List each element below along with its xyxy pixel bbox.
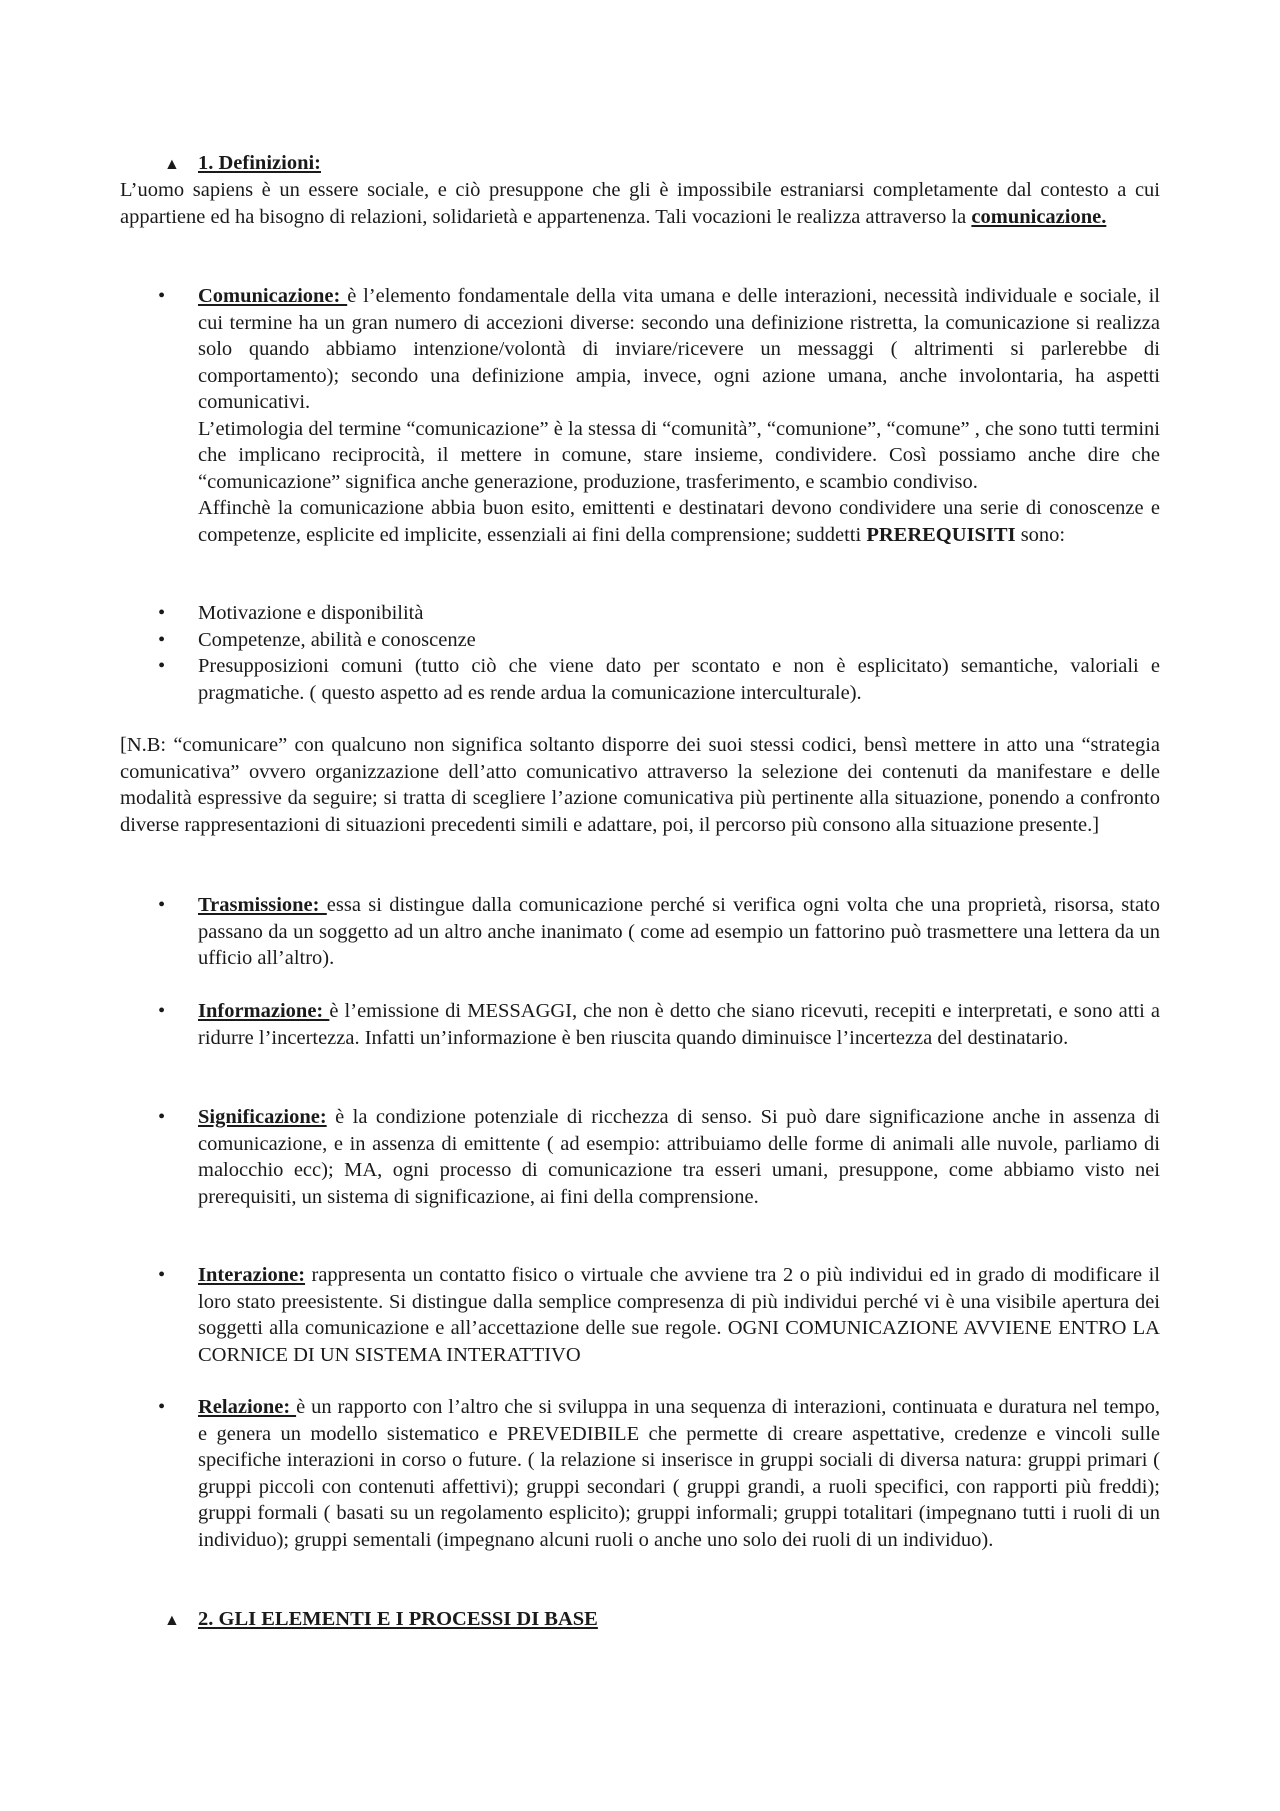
term-significazione: Significazione: [198,1106,327,1128]
section-heading-1 [164,150,321,179]
term-interazione: Interazione: [198,1264,306,1286]
bullet-icon: • [158,1000,166,1022]
section-heading-1-text: 1. Definizioni: [198,152,321,174]
comunicazione-p3-end: sono: [1015,523,1066,546]
definition-interazione [120,1262,1160,1368]
bullet-icon: • [158,628,166,651]
significazione-text: è la condizione potenziale di ricchezza di senso. Si può dare significazione anche in assenza di comunicazione, e in assenza di emittente ( ad esempio: attribuiamo delle forme di animali alle nuvole, parliamo di malocchio ecc); MA, ogni processo di comunicazione tra esseri umani, presuppone, come abbiamo visto nei prerequisiti, un sistema di significazione, ai fini della comprensione. [198,1106,1160,1208]
prereq-text-3: Presupposizioni comuni (tutto ciò che viene dato per scontato e non è esplicitato) semantiche, valoriali e pragmatiche. ( questo aspetto ad es rende ardua la comunicazione interculturale). [198,655,1160,704]
prereq-text-1: Motivazione e disponibilità [198,602,424,624]
prereq-item-3 [120,653,1160,706]
bullet-icon: • [158,285,166,307]
bullet-icon: • [158,1106,166,1128]
intro-text: L’uomo sapiens è un essere sociale, e ciò presuppone che gli è impossibile estraniarsi completamente dal contesto a cui appartiene ed ha bisogno di relazioni, solidarietà e appartenenza. Tali vocazioni le realizza attraverso la [120,179,1160,228]
interazione-text: rappresenta un contatto fisico o virtuale che avviene tra 2 o più individui ed in grado di modificare il loro stato preesistente. Si distingue dalla semplice compresenza di più individui perché vi è una visibile apertura dei soggetti alla comunicazione e all’accettazione delle sue regole. OGNI COMUNICAZIONE AVVIENE ENTRO LA CORNICE DI UN SISTEMA INTERATTIVO [198,1264,1160,1366]
prereq-text-2: Competenze, abilità e conoscenze [198,628,476,651]
comunicazione-p3 [198,495,1160,548]
term-relazione: Relazione: [198,1396,297,1418]
relazione-text: è un rapporto con l’altro che si sviluppa in una sequenza di interazioni, continuata e duratura nel tempo, e genera un modello sistematico e PREVEDIBILE che permette di creare aspettative, credenze e vincoli sulle specifiche interazioni in corso o future. ( la relazione si inserisce in gruppi sociali di diversa natura: gruppi primari ( gruppi piccoli con contenuti affettivi); gruppi secondari ( gruppi grandi, a ruoli specifici, con rapporti più freddi); gruppi formali ( basati su un regolamento esplicito); gruppi informali; gruppi totalitari (impegnano tutti i ruoli di un individuo); gruppi sementali (impegnano alcuni ruoli o anche uno solo dei ruoli di un individuo). [198,1396,1160,1551]
comunicazione-p3-text: Affinchè la comunicazione abbia buon esito, emittenti e destinatari devono condividere una serie di conoscenze e competenze, esplicite ed implicite, essenziali ai fini della comprensione; suddetti [198,497,1160,546]
bullet-icon: • [158,602,166,624]
prereq-item-1 [120,600,1160,627]
term-trasmissione: Trasmissione: [198,894,327,916]
prereq-item-2 [120,627,1160,654]
intro-keyword: comunicazione. [971,205,1107,228]
nb-paragraph: [N.B: “comunicare” con qualcuno non significa soltanto disporre dei suoi stessi codici, bensì mettere in atto una “strategia comunicativa” ovvero organizzazione dell’atto comunicativo attraverso la selezione dei contenuti da manifestare e delle modalità espressive da seguire; si tratta di scegliere l’azione comunicativa più pertinente alla situazione, ponendo a confronto diverse rappresentazioni di situazioni precedenti simili e adattare, poi, il percorso più consono alla situazione presente.] [120,734,1160,836]
definition-informazione [120,998,1160,1051]
bullet-icon: • [158,1396,166,1418]
definition-relazione [120,1394,1160,1553]
informazione-text: è l’emissione di MESSAGGI, che non è detto che siano ricevuti, recepiti e interpretati, e sono atti a ridurre l’incertezza. Infatti un’informazione è ben riuscita quando diminuisce l’incertezza del destinatario. [198,1000,1160,1049]
definition-comunicazione [120,283,1160,548]
section-heading-2-text: 2. GLI ELEMENTI E I PROCESSI DI BASE [198,1608,598,1630]
definition-significazione [120,1104,1160,1210]
bullet-icon: • [158,894,166,916]
comunicazione-p2: L’etimologia del termine “comunicazione” è la stessa di “comunità”, “comunione”, “comune” , che sono tutti termini che implicano reciprocità, il mettere in comune, stare insieme, condividere. Così possiamo anche dire che “comunicazione” significa anche generazione, produzione, trasferimento, e scambio condiviso. [198,417,1160,493]
definition-trasmissione [120,892,1160,972]
comunicazione-p1 [198,283,1160,416]
prerequisiti-label: PREREQUISITI [866,523,1016,546]
bullet-icon: • [158,1264,166,1286]
term-comunicazione: Comunicazione: [198,285,348,307]
triangle-icon: ▲ [164,156,180,173]
term-informazione: Informazione: [198,1000,330,1022]
triangle-icon: ▲ [164,1612,180,1629]
trasmissione-text: essa si distingue dalla comunicazione perché si verifica ogni volta che una proprietà, risorsa, stato passano da un soggetto ad un altro anche inanimato ( come ad esempio un fattorino può trasmettere una lettera da un ufficio all’altro). [198,894,1160,969]
section-heading-2 [164,1606,598,1635]
bullet-icon: • [158,655,166,677]
comunicazione-p1-text: è l’elemento fondamentale della vita umana e delle interazioni, necessità individuale e sociale, il cui termine ha un gran numero di accezioni diverse: secondo una definizione ristretta, la comunicazione si realizza solo quando abbiamo intenzione/volontà di inviare/ricevere un messaggi ( altrimenti si parlerebbe di comportamento); secondo una definizione ampia, invece, ogni azione umana, anche involontaria, ha aspetti comunicativi. [198,285,1160,413]
intro-paragraph [120,177,1160,230]
